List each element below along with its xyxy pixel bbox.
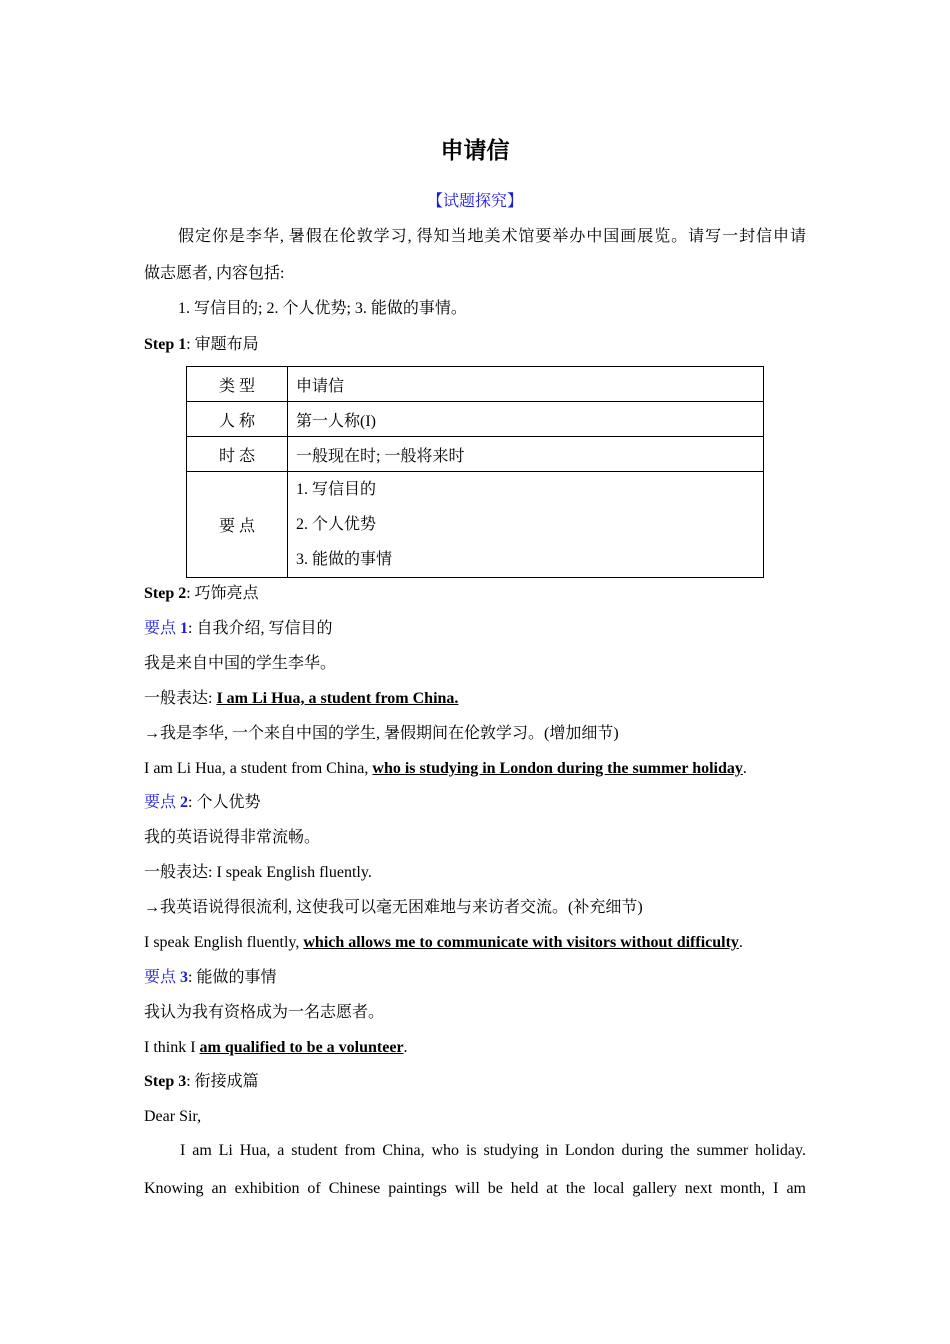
table-key: 要 点 (187, 472, 288, 578)
point-label: 要点 (144, 969, 181, 986)
english-prefix: I think I (144, 1039, 200, 1056)
prompt-points: 1. 写信目的; 2. 个人优势; 3. 能做的事情。 (178, 300, 467, 317)
table-key: 时 态 (187, 437, 288, 472)
step3-heading (144, 1072, 259, 1092)
point-1-chinese: 我是来自中国的学生李华。 (144, 655, 337, 672)
point-label: 要点 (144, 620, 181, 637)
table-point: 2. 个人优势 (296, 516, 377, 533)
prompt-line-1: 假定你是李华, 暑假在伦敦学习, 得知当地美术馆要举办中国画展览。请写一封信申请 (178, 228, 806, 245)
table-point: 3. 能做的事情 (296, 551, 393, 568)
english-highlight: am qualified to be a volunteer (199, 1039, 404, 1056)
point-2-arrow-chinese: →我英语说得很流利, 这使我可以毫无困难地与来访者交流。(补充细节) (144, 899, 643, 916)
point-1-heading (144, 619, 332, 639)
general-expression: I am Li Hua, a student from China. (216, 690, 459, 707)
table-value: 第一人称(I) (288, 402, 764, 437)
table-row (187, 437, 764, 472)
english-prefix: I speak English fluently, (144, 934, 304, 951)
table-key: 人 称 (187, 402, 288, 437)
point-title: : 自我介绍, 写信目的 (188, 620, 333, 637)
step1-heading (144, 335, 259, 355)
point-2-english (144, 933, 743, 953)
point-2-chinese: 我的英语说得非常流畅。 (144, 829, 321, 846)
english-highlight: who is studying in London during the summer holiday (372, 760, 743, 777)
point-1-general (144, 689, 458, 709)
english-highlight: which allows me to communicate with visitors without difficulty (303, 934, 739, 951)
point-1-english (144, 759, 747, 779)
table-row (187, 367, 764, 402)
table-value: 申请信 (288, 367, 764, 402)
step1-text: : 审题布局 (186, 336, 259, 353)
point-3-chinese: 我认为我有资格成为一名志愿者。 (144, 1004, 385, 1021)
table-point: 1. 写信目的 (296, 481, 377, 498)
section-header: 【试题探究】 (426, 193, 523, 210)
letter-line-1: I am Li Hua, a student from China, who is studying in London during the summer holiday. (180, 1142, 806, 1159)
point-3-english (144, 1038, 408, 1058)
step1-label: Step 1 (144, 336, 187, 353)
point-title: : 个人优势 (188, 794, 261, 811)
point-title: : 能做的事情 (188, 969, 277, 986)
table-row (187, 472, 764, 578)
english-suffix: . (738, 934, 743, 951)
point-label: 要点 (144, 794, 181, 811)
analysis-table (186, 366, 764, 578)
point-number: 1 (180, 620, 189, 637)
letter-salutation: Dear Sir, (144, 1108, 202, 1125)
english-suffix: . (403, 1039, 408, 1056)
step2-heading (144, 584, 259, 604)
point-1-arrow-chinese: →我是李华, 一个来自中国的学生, 暑假期间在伦敦学习。(增加细节) (144, 725, 619, 742)
table-row (187, 402, 764, 437)
page-title: 申请信 (440, 138, 510, 164)
general-prefix: 一般表达: (144, 690, 217, 707)
point-number: 3 (180, 969, 189, 986)
point-2-general: 一般表达: I speak English fluently. (144, 864, 372, 881)
english-prefix: I am Li Hua, a student from China, (144, 760, 373, 777)
english-suffix: . (742, 760, 747, 777)
prompt-line-2: 做志愿者, 内容包括: (144, 265, 285, 282)
step3-text: : 衔接成篇 (186, 1073, 259, 1090)
step2-label: Step 2 (144, 585, 187, 602)
table-key: 类 型 (187, 367, 288, 402)
letter-line-2: Knowing an exhibition of Chinese paintings will be held at the local gallery next month, I am (144, 1180, 806, 1197)
point-number: 2 (180, 794, 189, 811)
table-value: 一般现在时; 一般将来时 (288, 437, 764, 472)
point-2-heading (144, 793, 260, 813)
step2-text: : 巧饰亮点 (186, 585, 259, 602)
step3-label: Step 3 (144, 1073, 187, 1090)
table-points-cell (288, 472, 764, 578)
point-3-heading (144, 968, 276, 988)
